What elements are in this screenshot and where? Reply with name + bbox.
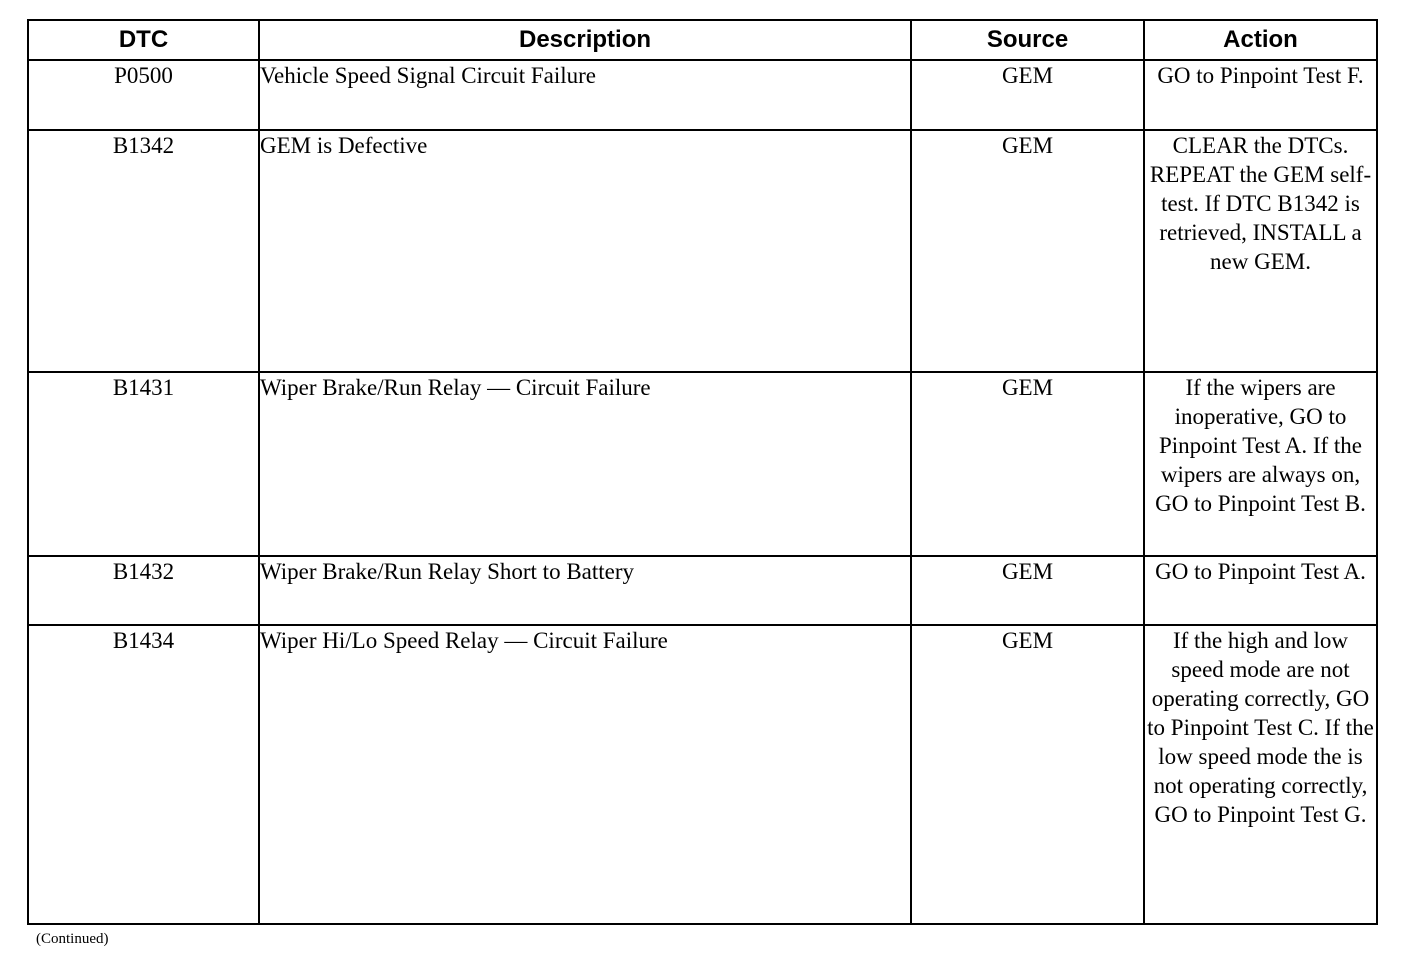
dtc-description: Wiper Hi/Lo Speed Relay — Circuit Failure (259, 625, 911, 924)
dtc-source: GEM (911, 556, 1144, 625)
continued-note: (Continued) (36, 931, 109, 947)
table-header-row (28, 20, 1377, 60)
table-row (28, 556, 1377, 625)
dtc-description: Wiper Brake/Run Relay — Circuit Failure (259, 372, 911, 556)
dtc-action: If the wipers are inoperative, GO to Pinpoint Test A. If the wipers are always on, GO to Pinpoint Test B. (1144, 372, 1377, 556)
dtc-code: B1342 (28, 130, 259, 372)
dtc-source: GEM (911, 60, 1144, 130)
column-header-action: Action (1144, 20, 1377, 60)
dtc-code: P0500 (28, 60, 259, 130)
dtc-action: GO to Pinpoint Test A. (1144, 556, 1377, 625)
dtc-code: B1431 (28, 372, 259, 556)
table-row (28, 625, 1377, 924)
dtc-source: GEM (911, 372, 1144, 556)
dtc-action: GO to Pinpoint Test F. (1144, 60, 1377, 130)
dtc-source: GEM (911, 625, 1144, 924)
table-row (28, 130, 1377, 372)
dtc-description: GEM is Defective (259, 130, 911, 372)
column-header-source: Source (911, 20, 1144, 60)
column-header-dtc: DTC (28, 20, 259, 60)
dtc-action: CLEAR the DTCs. REPEAT the GEM self-test. If DTC B1342 is retrieved, INSTALL a new GEM. (1144, 130, 1377, 372)
table-row (28, 372, 1377, 556)
dtc-description: Wiper Brake/Run Relay Short to Battery (259, 556, 911, 625)
dtc-code: B1432 (28, 556, 259, 625)
dtc-table (27, 19, 1378, 925)
dtc-code: B1434 (28, 625, 259, 924)
column-header-description: Description (259, 20, 911, 60)
table-row (28, 60, 1377, 130)
dtc-action: If the high and low speed mode are not operating correctly, GO to Pinpoint Test C. If the low speed mode the is not operating correctly, GO to Pinpoint Test G. (1144, 625, 1377, 924)
dtc-source: GEM (911, 130, 1144, 372)
dtc-description: Vehicle Speed Signal Circuit Failure (259, 60, 911, 130)
